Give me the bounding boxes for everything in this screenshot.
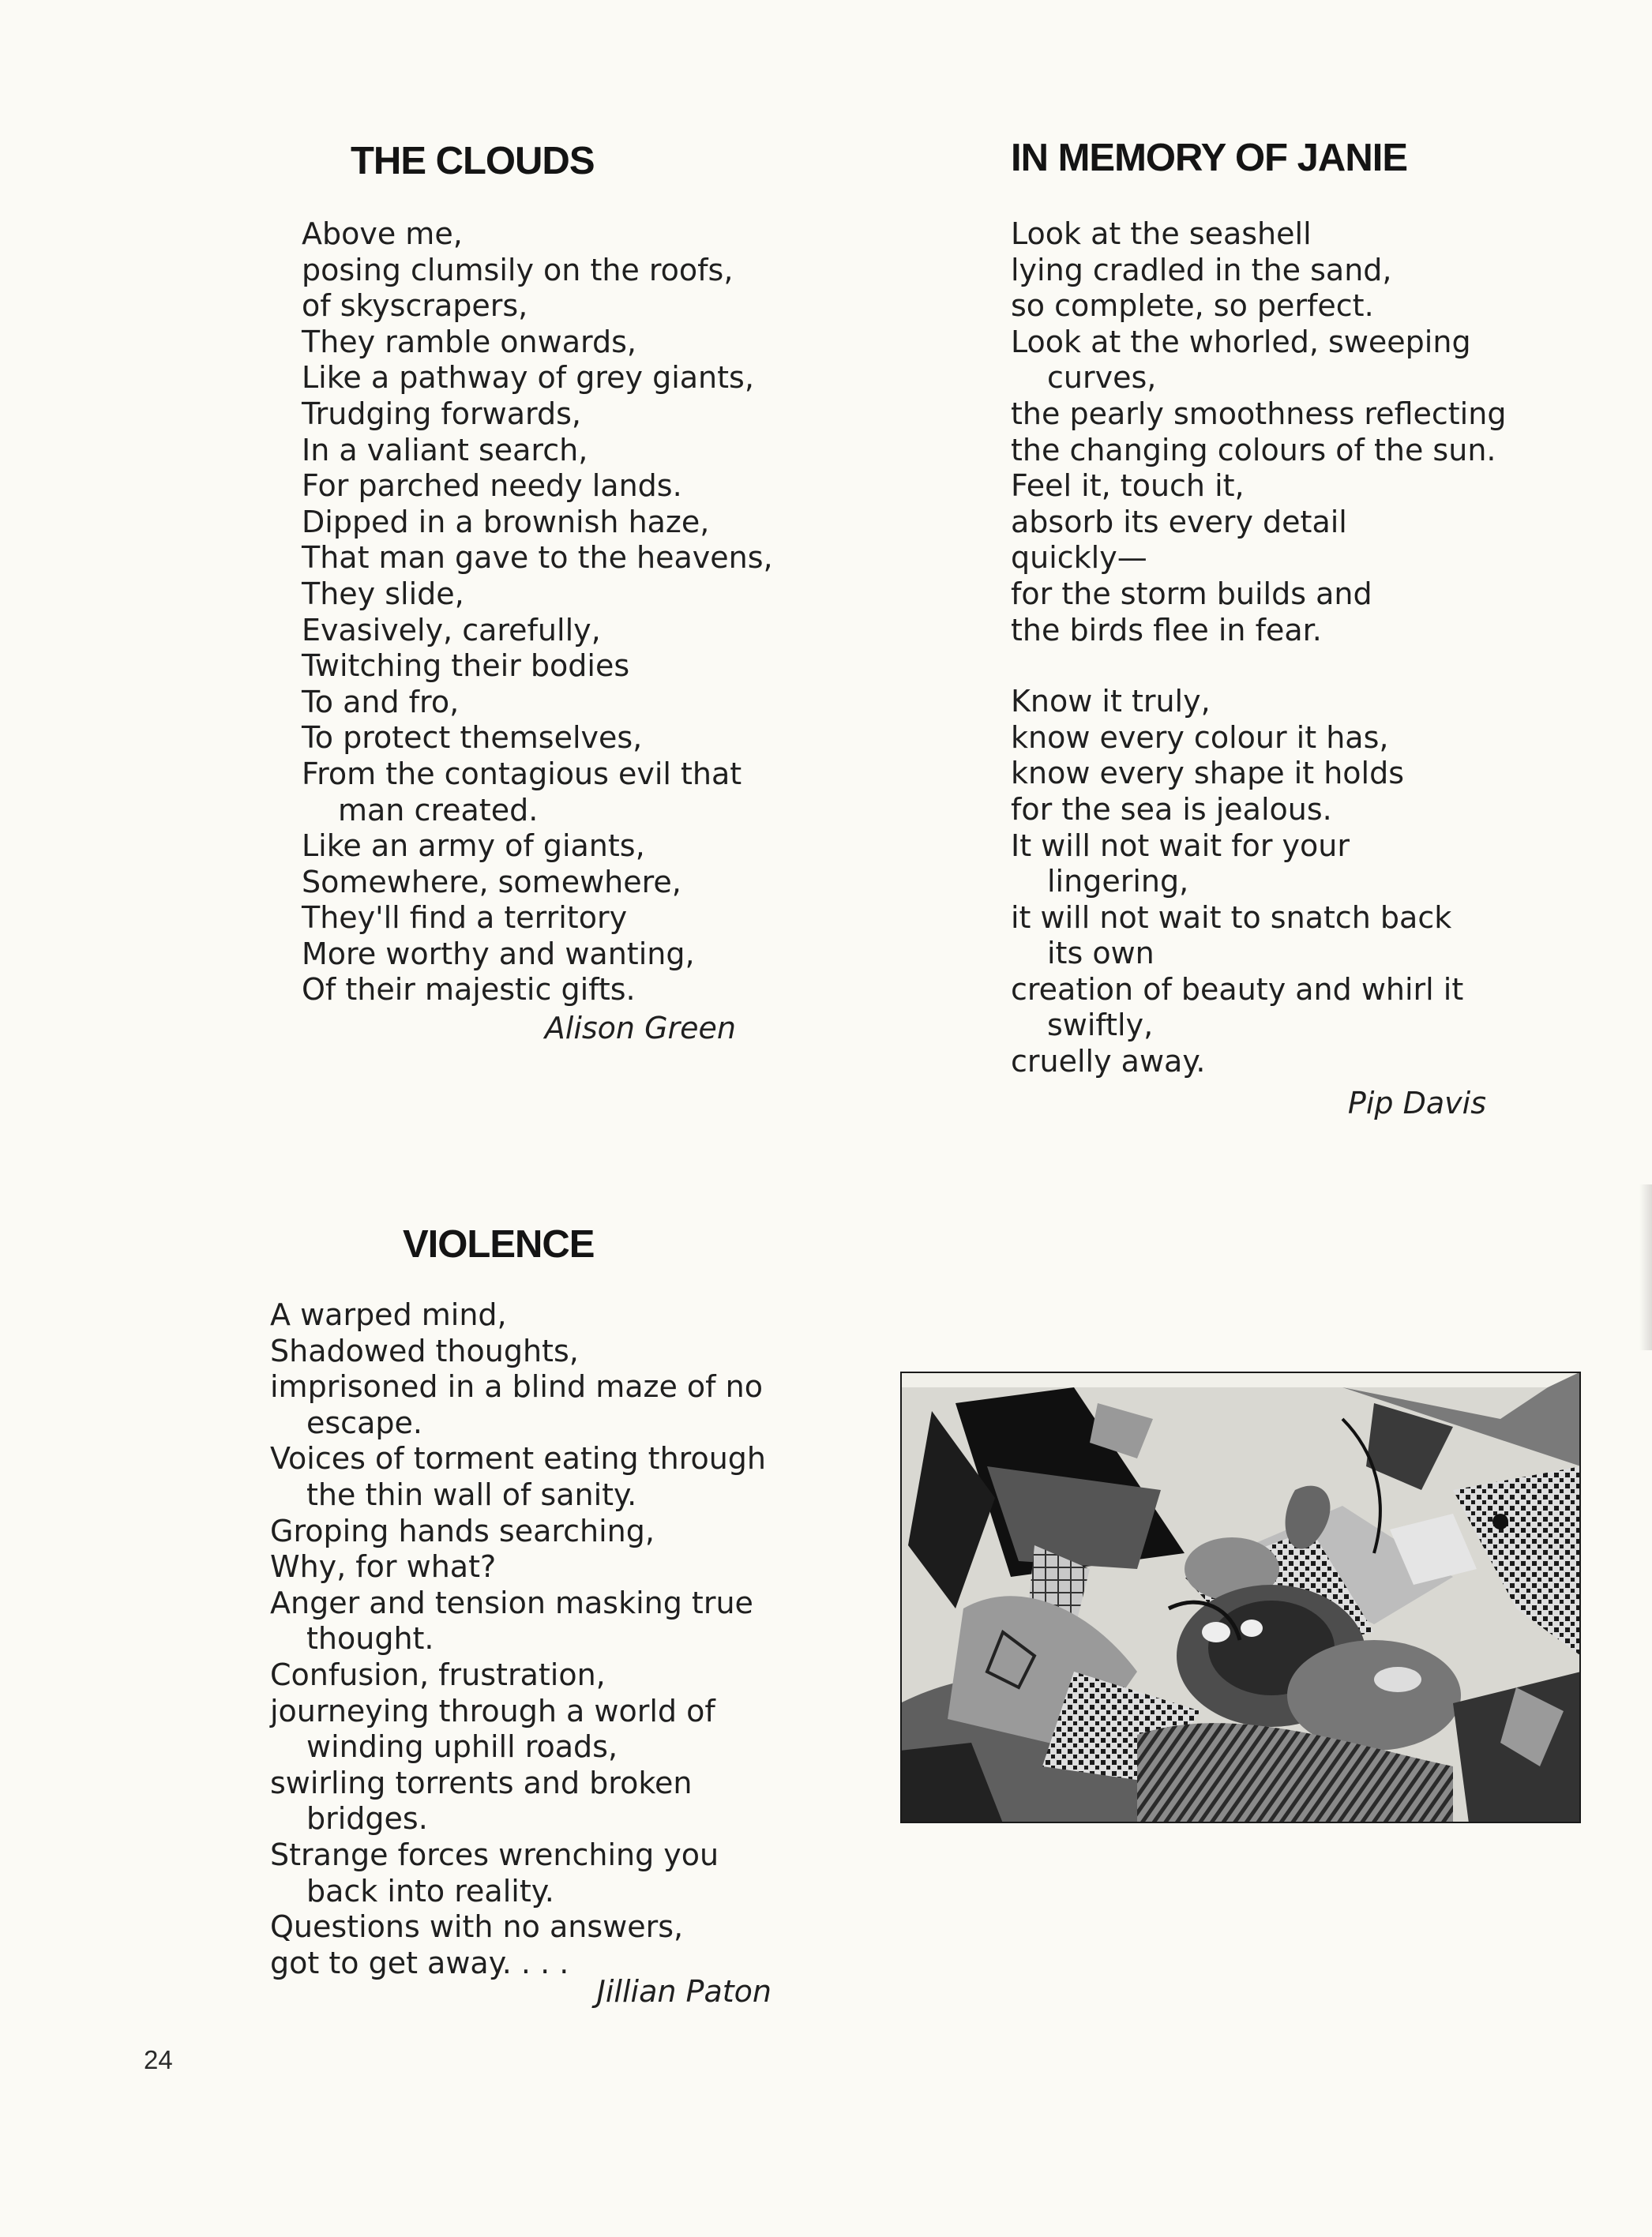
poem-line: Feel it, touch it, [1011,468,1245,504]
poem-line: swirling torrents and broken [270,1765,693,1800]
poem-line: for the sea is jealous. [1011,791,1332,827]
poem-line: Why, for what? [270,1549,497,1585]
poem-line: Dipped in a brownish haze, [302,504,710,539]
poem-line: Voices of torment eating through [270,1441,766,1477]
poem-title-the-clouds: THE CLOUDS [351,140,595,182]
poem-line: it will not wait to snatch back [1011,899,1452,935]
poem-line: Shadowed thoughts, [270,1333,579,1368]
poem-title-violence: VIOLENCE [403,1223,595,1266]
poem-line: of skyscrapers, [302,288,528,324]
poem-line: To and fro, [302,684,460,719]
poem-line: Evasively, carefully, [302,612,601,647]
poem-line: A warped mind, [270,1297,507,1332]
page-number: 24 [144,2045,173,2074]
poem-line: They slide, [302,576,464,611]
poem-line: the thin wall of sanity. [306,1477,637,1512]
poem-line: imprisoned in a blind maze of no [270,1369,763,1405]
poem-line: escape. [306,1405,422,1440]
poem-line: Confusion, frustration, [270,1657,606,1692]
poem-line: the birds flee in fear. [1011,612,1322,647]
poem-line: absorb its every detail [1011,504,1347,539]
poem-line: posing clumsily on the roofs, [302,252,734,287]
poem-author-pip-davis: Pip Davis [1347,1086,1486,1120]
poem-line: More worthy and wanting, [302,936,695,971]
poem-line: Of their majestic gifts. [302,972,636,1008]
poem-line: That man gave to the heavens, [302,540,773,576]
poem-author-alison-green: Alison Green [544,1011,736,1045]
page-edge-shadow [1639,1184,1652,1350]
poem-line: Look at the whorled, sweeping [1011,324,1471,359]
poem-line: Know it truly, [1011,684,1211,719]
poem-body-the-clouds [302,216,773,1008]
poem-line: Like an army of giants, [302,828,645,864]
poem-line: Look at the seashell [1011,216,1312,251]
poem-line: thought. [306,1621,434,1657]
poem-line: Above me, [302,216,463,251]
poem-line: Anger and tension masking true [270,1585,753,1620]
poem-line: journeying through a world of [270,1693,715,1728]
poem-line: Trudging forwards, [302,396,581,431]
poem-line: swiftly, [1047,1008,1154,1043]
poem-line: From the contagious evil that [302,756,742,791]
poem-line: back into reality. [306,1873,554,1909]
poem-author-jillian-paton: Jillian Paton [596,1974,772,2009]
poem-line: They ramble onwards, [302,324,636,359]
poem-line: In a valiant search, [302,432,588,467]
poem-line: winding uphill roads, [306,1729,618,1765]
poem-line: Strange forces wrenching you [270,1837,719,1872]
poem-line: quickly— [1011,540,1147,576]
poem-line: Groping hands searching, [270,1513,655,1548]
poem-line: for the storm builds and [1011,576,1372,611]
poem-line: its own [1047,936,1155,971]
poem-line: cruelly away. [1011,1044,1206,1079]
poem-line: creation of beauty and whirl it [1011,971,1464,1007]
poem-line: know every colour it has, [1011,719,1389,755]
poem-body-violence [270,1297,766,1981]
poem-line: so complete, so perfect. [1011,288,1374,324]
poem-title-in-memory-of-janie: IN MEMORY OF JANIE [1011,137,1408,179]
poem-line: man created. [338,792,539,828]
poem-line: know every shape it holds [1011,756,1405,791]
abstract-artwork-image [900,1372,1581,1823]
poem-line: Questions with no answers, [270,1909,684,1945]
poem-line: lingering, [1047,864,1189,899]
poem-line: For parched needy lands. [302,468,682,504]
poem-line: bridges. [306,1801,428,1837]
poem-line: lying cradled in the sand, [1011,252,1392,287]
poem-line: To protect themselves, [302,720,643,756]
poem-line: Like a pathway of grey giants, [302,360,754,396]
poem-line: the pearly smoothness reflecting [1011,396,1507,431]
poem-line: Twitching their bodies [302,648,630,684]
poem-line: It will not wait for your [1011,828,1350,863]
poem-line: the changing colours of the sun. [1011,432,1496,467]
poem-line: Somewhere, somewhere, [302,864,681,899]
poem-line: got to get away. . . . [270,1945,569,1980]
poem-line: They'll find a territory [302,900,628,936]
poem-body-in-memory-of-janie [1011,216,1506,1080]
poem-line: curves, [1047,360,1157,396]
abstract-artwork-drawing [900,1372,1581,1823]
